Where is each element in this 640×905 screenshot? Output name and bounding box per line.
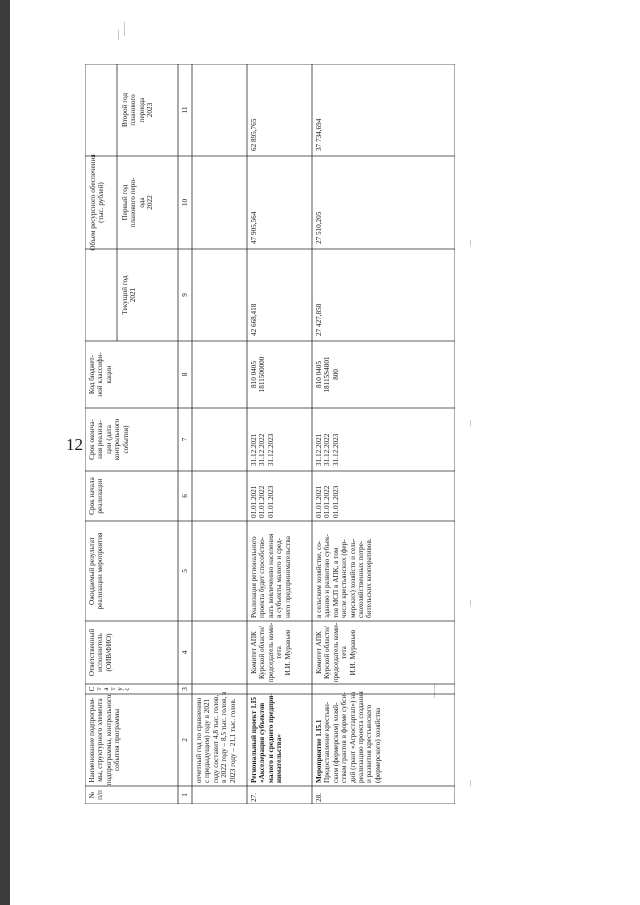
header-text: Объем ресурсного обеспечения [89, 154, 97, 251]
header-text: ной классифи- [96, 352, 105, 397]
header-text: периода [137, 97, 146, 123]
header-text: Наименование подпрограм- [88, 697, 96, 783]
cell-text: 1811500000 [258, 356, 267, 393]
row-second: 37 734,694 [315, 118, 323, 151]
column-number: 7 [181, 437, 189, 442]
cell-text: зданию и развитию субъек- [323, 534, 332, 618]
column-number: 11 [181, 106, 189, 114]
cell-text: в сельском хозяйстве, со- [315, 540, 323, 618]
rotated-table [85, 64, 455, 804]
cell-text: с предыдущим) году в 2021 [203, 698, 212, 783]
header-letter: С [88, 686, 96, 692]
header-text: п/п [96, 790, 105, 800]
row-name [315, 691, 382, 783]
header-text: кации [104, 365, 113, 384]
cell-text: него предпринимательства [283, 536, 292, 618]
header-executor [88, 621, 113, 684]
cell-text: И.И. Муравьев [283, 629, 292, 676]
header-text: планового [129, 94, 138, 126]
header-text: события) [121, 425, 130, 454]
header-current-year [121, 249, 138, 341]
cell-text: 810 0405 [315, 361, 323, 388]
column-number: 9 [181, 293, 189, 297]
cell-text: тов МСП в АПК, в том [331, 547, 340, 618]
scan-speck [124, 22, 125, 36]
column-number: 10 [181, 198, 189, 207]
row-executor [250, 621, 292, 684]
row-result [250, 534, 292, 618]
table-row-continuation [195, 692, 237, 783]
header-name [88, 694, 122, 786]
header-text: Код бюджет- [88, 354, 96, 395]
header-text: события программы [113, 708, 122, 772]
header-second-year [121, 64, 155, 156]
cell-text: председатель коми- [331, 622, 340, 683]
cell-text: числе крестьянских (фер- [340, 539, 349, 618]
scan-speck [118, 30, 119, 40]
header-letter: а [102, 687, 110, 691]
header-text: реализации [96, 478, 105, 514]
row-end [250, 434, 275, 466]
scan-speck [470, 240, 471, 246]
cell-text: 31.12.2023 [331, 433, 340, 466]
scan-speck [470, 600, 471, 606]
cell-text: Комитет АПК [250, 631, 258, 674]
header-text: (ОИВ/ФИО) [104, 633, 113, 672]
cell-text: дий (грант «Агростартап») на [348, 691, 357, 783]
row-first: 27 510,205 [315, 211, 323, 244]
cell-text: 01.01.2022 [258, 485, 267, 518]
header-text: Ответственный [88, 628, 96, 677]
cell-text: Предоставление крестьян- [323, 701, 332, 783]
header-text: реализации мероприятия [96, 532, 105, 610]
header-text: исполнитель [96, 633, 105, 672]
row-code [250, 341, 267, 408]
cell-text: реализацию проекта создания [357, 691, 366, 783]
row-current: 27 427,858 [315, 303, 323, 336]
cell-text: 31.12.2021 [250, 433, 258, 466]
cell-text: 01.01.2023 [266, 485, 275, 518]
cell-text: 31.12.2022 [258, 433, 267, 466]
cell-text: проекта будет способство- [258, 536, 267, 618]
row-start [250, 486, 275, 518]
cell-text: Курской области/ [258, 625, 267, 680]
scan-edge [0, 0, 10, 905]
cell-text: вать вовлечению населения [266, 533, 275, 618]
header-text: ода [137, 197, 146, 208]
cell-text: отчетный год по сравнению [195, 697, 203, 783]
row-executor [315, 621, 357, 684]
cell-text: тета [275, 646, 284, 659]
header-start [88, 471, 105, 521]
cell-text: председатель коми- [266, 622, 275, 683]
cell-text: 800 [331, 369, 340, 380]
cell-text: Мероприятие 1.I5.1 [315, 719, 323, 783]
header-text: мы, структурного элемента [96, 698, 105, 782]
header-letter: т [95, 687, 103, 691]
header-text: Срок оконча- [88, 419, 96, 460]
cell-text: и развития крестьянского [365, 704, 374, 783]
column-number: 1 [181, 793, 189, 797]
cell-text: бительских кооперативов. [365, 538, 374, 618]
cell-text: в 2022 году – 8,5 тыс. голов, в [220, 691, 229, 783]
cell-text: 31.12.2021 [315, 433, 323, 466]
header-result [88, 521, 105, 621]
header-text: Второй год [121, 92, 129, 128]
cell-text: скохозяйственных потре- [357, 540, 366, 618]
cell-text: 31.12.2023 [266, 433, 275, 466]
header-text: ции (дата [104, 425, 113, 454]
header-text: контрольного [113, 418, 122, 461]
cell-text: (фермерского) хозяйства [373, 707, 382, 783]
cell-text: 31.12.2022 [323, 433, 332, 466]
cell-text: 01.01.2021 [315, 485, 323, 518]
cell-text: мерских) хозяйств и сель- [348, 538, 357, 618]
row-number: 27. [250, 793, 258, 802]
column-number: 8 [181, 372, 189, 377]
cell-text: «Акселерация субъектов [258, 702, 267, 783]
cell-text: 01.01.2021 [250, 485, 258, 518]
header-text: Ожидаемый результат [88, 537, 96, 605]
cell-text: 01.01.2022 [323, 485, 332, 518]
cell-text: Курской области/ [323, 625, 332, 680]
row-code [315, 341, 340, 408]
header-num [88, 786, 105, 804]
cell-text: году составит 4,8 тыс. голов, [211, 694, 220, 783]
header-text: 2022 [146, 195, 155, 210]
cell-text: Региональный проект 1.I5 [250, 697, 258, 783]
column-number: 2 [181, 738, 189, 742]
cell-text: ствам грантов в форме субси- [340, 692, 349, 783]
header-text: ния реализа- [96, 420, 105, 459]
column-number: 5 [181, 569, 189, 573]
header-text: Текущий год [121, 275, 129, 315]
cell-text: нимательства» [275, 734, 284, 783]
column-number: 6 [181, 494, 189, 498]
cell-text: Комитет АПК [315, 631, 323, 674]
header-text: 2021 [129, 287, 138, 303]
header-text: Срок начала [88, 477, 96, 515]
row-start [315, 486, 340, 518]
cell-text: в субъекты малого и сред- [275, 538, 284, 618]
cell-text: малого и среднего предпри- [266, 693, 275, 783]
header-text: подпрограммы, контрольного [104, 694, 113, 786]
row-first: 47 905,564 [250, 211, 258, 244]
header-text: № [88, 791, 96, 799]
header-text: (тыс. рублей) [97, 182, 106, 223]
header-funding [89, 64, 106, 341]
column-number: 3 [181, 687, 189, 691]
cell-text: И.И. Муравьев [348, 629, 357, 676]
header-text: планового пери- [129, 177, 138, 228]
header-text: 2023 [146, 102, 155, 118]
cell-text: 18115S4801 [323, 356, 332, 393]
row-second: 62 895,765 [250, 118, 258, 151]
scan-speck [470, 780, 471, 786]
header-letter: у [116, 687, 124, 691]
row-current: 42 668,418 [250, 303, 258, 336]
header-letter: т [109, 687, 117, 691]
row-end [315, 434, 340, 466]
header-code [88, 341, 113, 408]
column-number: 4 [181, 650, 189, 655]
cell-text: Реализация регионального [250, 536, 258, 618]
row-result [315, 534, 374, 618]
header-end [88, 408, 130, 471]
scan-speck [470, 420, 471, 426]
header-status [89, 684, 131, 694]
cell-text: 2023 году – 21,1 тыс. голов. [228, 698, 237, 783]
header-letter: с [123, 687, 131, 691]
header-first-year [121, 156, 155, 249]
row-name [250, 693, 284, 783]
row-number: 28. [315, 793, 323, 802]
cell-text: 810 0405 [250, 361, 258, 388]
header-text: Первый год [121, 184, 129, 221]
cell-text: тета [340, 646, 349, 659]
cell-text: ским (фермерским) хозяй- [331, 702, 340, 783]
cell-text: 01.01.2023 [331, 485, 340, 518]
page-number: 12 [66, 435, 83, 454]
